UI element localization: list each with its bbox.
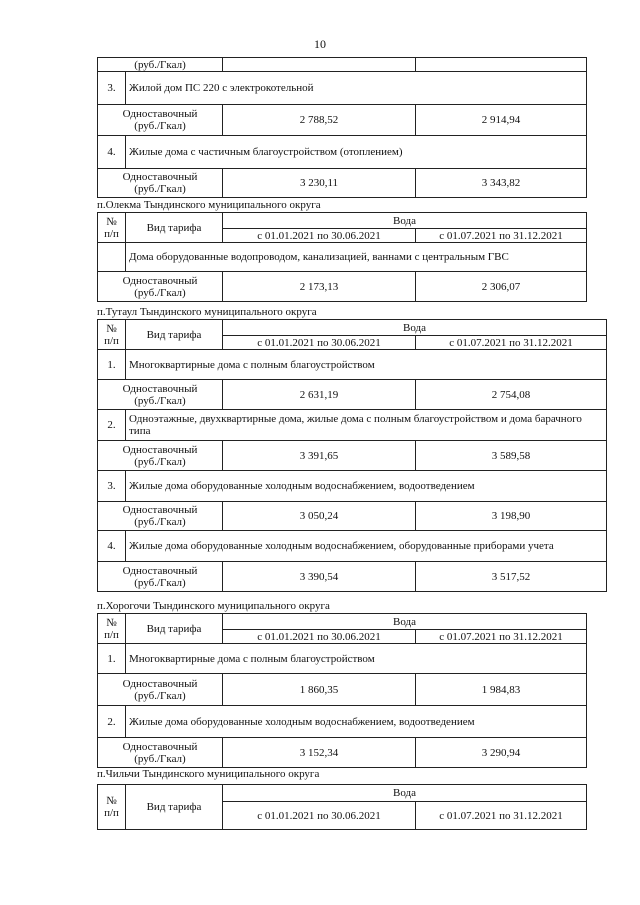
table-row (98, 58, 587, 72)
section-title-olekma: п.Олекма Тындинского муниципального округа (97, 199, 321, 211)
price-period-2: 3 198,90 (416, 502, 607, 531)
housing-type: Жилые дома оборудованные холодным водоснабжением, водоотведением (126, 471, 607, 502)
row-number: 1. (98, 644, 126, 674)
price-period-2: 3 589,58 (416, 441, 607, 471)
price-period-1: 2 173,13 (223, 272, 416, 302)
col-header-number: № п/п (98, 320, 126, 350)
tariff-table-khorogochi (97, 613, 587, 768)
housing-type: Жилой дом ПС 220 с электрокотельной (126, 72, 587, 105)
tariff-label: Одноставочный (руб./Гкал) (122, 443, 198, 468)
tariff-label: Одноставочный (руб./Гкал) (122, 740, 198, 765)
price-period-1: 3 391,65 (223, 441, 416, 471)
section-title-khorogochi: п.Хорогочи Тындинского муниципального округа (97, 600, 330, 612)
table-row (98, 72, 587, 105)
row-number: 3. (98, 471, 126, 502)
housing-type: Дома оборудованные водопроводом, канализацией, ваннами с центральным ГВС (126, 243, 587, 272)
price-period-1: 3 152,34 (223, 738, 416, 768)
housing-type: Многоквартирные дома с полным благоустройством (126, 644, 587, 674)
col-header-period-1: с 01.01.2021 по 30.06.2021 (223, 802, 416, 830)
housing-type: Жилые дома с частичным благоустройством (отоплением) (126, 136, 587, 169)
row-number: 2. (98, 706, 126, 738)
tariff-table-chilchi (97, 784, 587, 830)
table-row (98, 471, 607, 502)
col-header-period-2: с 01.07.2021 по 31.12.2021 (416, 630, 587, 644)
price-period-1: 3 230,11 (223, 169, 416, 198)
price-period-1: 3 050,24 (223, 502, 416, 531)
col-header-number: № п/п (98, 614, 126, 644)
price-period-2: 3 517,52 (416, 562, 607, 592)
price-period-1: 2 788,52 (223, 105, 416, 136)
col-header-water: Вода (223, 785, 587, 802)
housing-type: Жилые дома оборудованные холодным водоснабжением, водоотведением (126, 706, 587, 738)
price-period-1: 1 860,35 (223, 674, 416, 706)
col-header-period-2: с 01.07.2021 по 31.12.2021 (416, 336, 607, 350)
table-row (98, 105, 587, 136)
price-period-1: 2 631,19 (223, 380, 416, 410)
col-header-period-2: с 01.07.2021 по 31.12.2021 (416, 229, 587, 243)
col-header-number: № п/п (98, 213, 126, 243)
row-number: 3. (98, 72, 126, 105)
tariff-label: Одноставочный (руб./Гкал) (122, 504, 198, 528)
col-header-tariff-type: Вид тарифа (126, 320, 223, 350)
tariff-table-olekma (97, 212, 587, 302)
table-row (98, 243, 587, 272)
row-number: 2. (98, 410, 126, 441)
housing-type: Многоквартирные дома с полным благоустройством (126, 350, 607, 380)
col-header-period-1: с 01.01.2021 по 30.06.2021 (223, 630, 416, 644)
tariff-label: Одноставочный (руб./Гкал) (122, 171, 198, 195)
table-row (98, 502, 607, 531)
table-row (98, 272, 587, 302)
col-header-period-1: с 01.01.2021 по 30.06.2021 (223, 336, 416, 350)
table-row (98, 136, 587, 169)
price-period-2: 2 754,08 (416, 380, 607, 410)
price-period-2: 3 343,82 (416, 169, 587, 198)
row-number: 4. (98, 136, 126, 169)
row-number: 4. (98, 531, 126, 562)
housing-type: Жилые дома оборудованные холодным водоснабжением, оборудованные приборами учета (126, 531, 607, 562)
col-header-period-2: с 01.07.2021 по 31.12.2021 (416, 802, 587, 830)
table-row (98, 441, 607, 471)
tariff-label: Одноставочный (руб./Гкал) (122, 382, 198, 407)
table-row (98, 380, 607, 410)
col-header-water: Вода (223, 320, 607, 336)
table-row (98, 531, 607, 562)
col-header-tariff-type: Вид тарифа (126, 213, 223, 243)
col-header-tariff-type: Вид тарифа (126, 785, 223, 830)
tariff-table-tutaul (97, 319, 607, 592)
table-row (98, 644, 587, 674)
col-header-number: № п/п (98, 785, 126, 830)
tariff-label: Одноставочный (руб./Гкал) (122, 108, 198, 132)
housing-type: Одноэтажные, двухквартирные дома, жилые дома с полным благоустройством и дома барачного типа (126, 410, 607, 441)
price-period-2: 3 290,94 (416, 738, 587, 768)
table-row (98, 562, 607, 592)
tariff-label: Одноставочный (руб./Гкал) (122, 677, 198, 702)
row-number (98, 243, 126, 272)
section-title-chilchi: п.Чильчи Тындинского муниципального округа (97, 768, 320, 780)
col-header-period-1: с 01.01.2021 по 30.06.2021 (223, 229, 416, 243)
col-header-water: Вода (223, 213, 587, 229)
section-title-tutaul: п.Тутаул Тындинского муниципального округа (97, 306, 317, 318)
page-number: 10 (314, 37, 326, 51)
price-period-2: 1 984,83 (416, 674, 587, 706)
tariff-label: Одноставочный (руб./Гкал) (122, 274, 198, 299)
table-row (98, 350, 607, 380)
table-row (98, 674, 587, 706)
tariff-label: Одноставочный (руб./Гкал) (122, 564, 198, 589)
table-row (98, 169, 587, 198)
table-row (98, 706, 587, 738)
tariff-table-continued (97, 57, 587, 198)
table-row (98, 410, 607, 441)
col-header-tariff-type: Вид тарифа (126, 614, 223, 644)
tariff-label: (руб./Гкал) (98, 58, 223, 72)
price-period-2: 2 914,94 (416, 105, 587, 136)
col-header-water: Вода (223, 614, 587, 630)
price-period-2: 2 306,07 (416, 272, 587, 302)
price-period-1: 3 390,54 (223, 562, 416, 592)
table-row (98, 738, 587, 768)
row-number: 1. (98, 350, 126, 380)
